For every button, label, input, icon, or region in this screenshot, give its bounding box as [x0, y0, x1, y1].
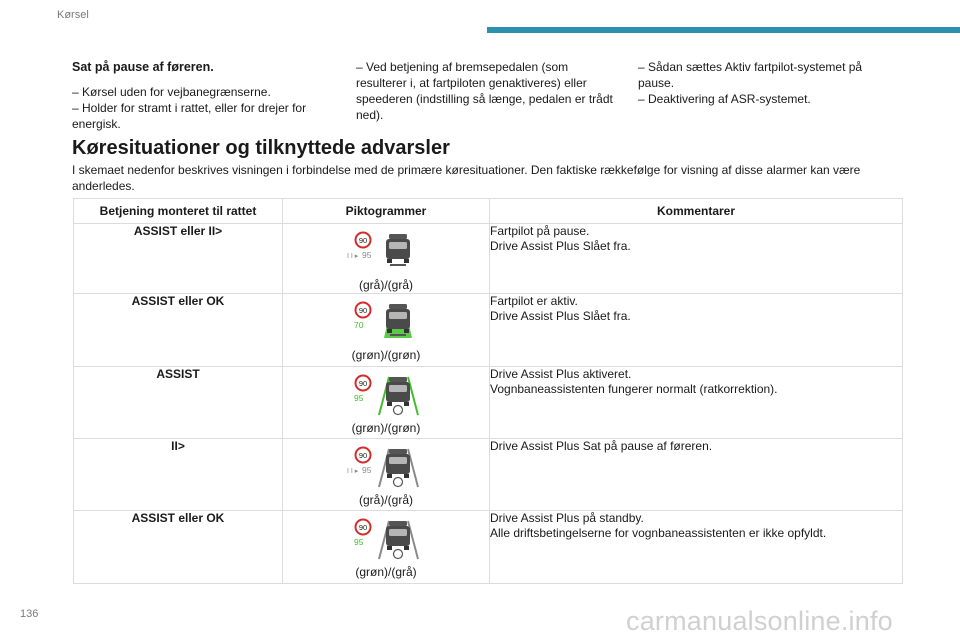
pictogram — [346, 373, 426, 417]
driving-pictogram-icon — [346, 445, 426, 489]
car-window-icon — [389, 312, 407, 319]
comment-line: Alle driftsbetingelserne for vognbaneassistenten er ikke opfyldt. — [490, 526, 827, 540]
car-wheel-icon — [387, 329, 392, 333]
speed-limit-value: 90 — [358, 379, 368, 388]
control-cell: II> — [74, 439, 283, 511]
control-cell: ASSIST — [74, 367, 283, 439]
comment-cell — [490, 439, 903, 511]
intro-column-3 — [638, 59, 900, 107]
comment-line: Drive Assist Plus aktiveret. — [490, 367, 632, 381]
comment-line: Drive Assist Plus Slået fra. — [490, 239, 631, 253]
pictogram-cell — [283, 294, 490, 367]
car-roof-icon — [389, 377, 407, 382]
car-wheel-icon — [404, 546, 409, 550]
pictogram-caption: (grøn)/(grå) — [355, 565, 417, 579]
car-window-icon — [389, 385, 407, 392]
comment-line: Drive Assist Plus Slået fra. — [490, 309, 631, 323]
car-wheel-icon — [404, 474, 409, 478]
set-speed-value: 95 — [362, 465, 372, 475]
column-line: – Kørsel uden for vejbanegrænserne. — [72, 85, 271, 99]
column-heading: Sat på pause af føreren. — [72, 60, 214, 74]
speed-limit-value: 90 — [358, 306, 368, 315]
pictogram-caption: (grøn)/(grøn) — [351, 348, 421, 362]
driving-pictogram-icon — [346, 300, 426, 344]
pictogram — [346, 445, 426, 489]
section-label: Kørsel — [57, 9, 89, 21]
car-wheel-icon — [387, 474, 392, 478]
steering-wheel-icon — [394, 550, 403, 559]
set-speed-value: 95 — [354, 393, 364, 403]
pictogram-caption: (grå)/(grå) — [358, 278, 413, 292]
pictogram — [346, 517, 426, 561]
steering-wheel-icon — [394, 406, 403, 415]
section-heading: Køresituationer og tilknyttede advarsler — [72, 137, 450, 159]
warnings-table — [73, 198, 903, 584]
header-pictograms: Piktogrammer — [283, 199, 490, 224]
pictogram-caption: (grå)/(grå) — [358, 493, 413, 507]
pictogram-caption: (grøn)/(grøn) — [351, 421, 421, 435]
column-line: – Holder for stramt i rattet, eller for drejer for energisk. — [72, 101, 307, 131]
comment-cell — [490, 367, 903, 439]
table-row — [74, 224, 903, 294]
comment-cell — [490, 224, 903, 294]
distance-bar-icon — [390, 264, 406, 266]
intro-column-2 — [356, 59, 622, 123]
set-speed-value: 70 — [354, 320, 364, 330]
driving-pictogram-icon — [346, 517, 426, 561]
page-number: 136 — [20, 608, 39, 620]
pictogram-cell — [283, 511, 490, 584]
driving-pictogram-icon — [346, 230, 426, 274]
table-row — [74, 439, 903, 511]
comment-cell — [490, 511, 903, 584]
pause-indicator-icon: I I ▸ — [347, 468, 359, 475]
header-control: Betjening monteret til rattet — [74, 199, 283, 224]
watermark: carmanualsonline.info — [626, 606, 893, 636]
car-roof-icon — [389, 449, 407, 454]
pictogram-cell — [283, 224, 490, 294]
header-accent-bar — [487, 27, 960, 33]
distance-bar-icon — [390, 334, 406, 336]
car-roof-icon — [389, 234, 407, 239]
car-window-icon — [389, 529, 407, 536]
pictogram-cell — [283, 439, 490, 511]
column-line: – Deaktivering af ASR-systemet. — [638, 92, 811, 106]
table-row — [74, 511, 903, 584]
car-roof-icon — [389, 304, 407, 309]
set-speed-value: 95 — [354, 537, 364, 547]
table-row — [74, 294, 903, 367]
intro-column-1 — [72, 59, 334, 132]
pictogram — [346, 300, 426, 344]
car-wheel-icon — [404, 402, 409, 406]
car-wheel-icon — [404, 259, 409, 263]
comment-line: Vognbaneassistenten fungerer normalt (ratkorrektion). — [490, 382, 778, 396]
section-intro: I skemaet nedenfor beskrives visningen i forbindelse med de primære køresituationer. Den faktiske rækkefølge for visning af disse alarmer kan være anderledes. — [72, 163, 861, 193]
pictogram-cell — [283, 367, 490, 439]
car-window-icon — [389, 242, 407, 249]
steering-wheel-icon — [394, 478, 403, 487]
comment-line: Fartpilot på pause. — [490, 224, 590, 238]
speed-limit-value: 90 — [358, 451, 368, 460]
table-row — [74, 367, 903, 439]
speed-limit-value: 90 — [358, 523, 368, 532]
speed-limit-value: 90 — [358, 236, 368, 245]
pictogram — [346, 230, 426, 274]
pause-indicator-icon: I I ▸ — [347, 253, 359, 260]
control-cell: ASSIST eller OK — [74, 511, 283, 584]
car-wheel-icon — [387, 402, 392, 406]
table-header-row — [74, 199, 903, 224]
column-line: – Ved betjening af bremsepedalen (som resulterer i, at fartpiloten genaktiveres) eller speederen (indstilling så længe, pedalen er trådt ned). — [356, 60, 613, 122]
driving-pictogram-icon — [346, 373, 426, 417]
car-window-icon — [389, 457, 407, 464]
car-wheel-icon — [387, 259, 392, 263]
control-cell: ASSIST eller OK — [74, 294, 283, 367]
car-wheel-icon — [387, 546, 392, 550]
set-speed-value: 95 — [362, 250, 372, 260]
comment-line: Drive Assist Plus på standby. — [490, 511, 644, 525]
car-roof-icon — [389, 521, 407, 526]
header-comments: Kommentarer — [490, 199, 903, 224]
comment-line: Drive Assist Plus Sat på pause af føreren. — [490, 439, 713, 453]
car-wheel-icon — [404, 329, 409, 333]
comment-line: Fartpilot er aktiv. — [490, 294, 578, 308]
control-cell: ASSIST eller II> — [74, 224, 283, 294]
comment-cell — [490, 294, 903, 367]
column-line: – Sådan sættes Aktiv fartpilot-systemet på pause. — [638, 60, 863, 90]
